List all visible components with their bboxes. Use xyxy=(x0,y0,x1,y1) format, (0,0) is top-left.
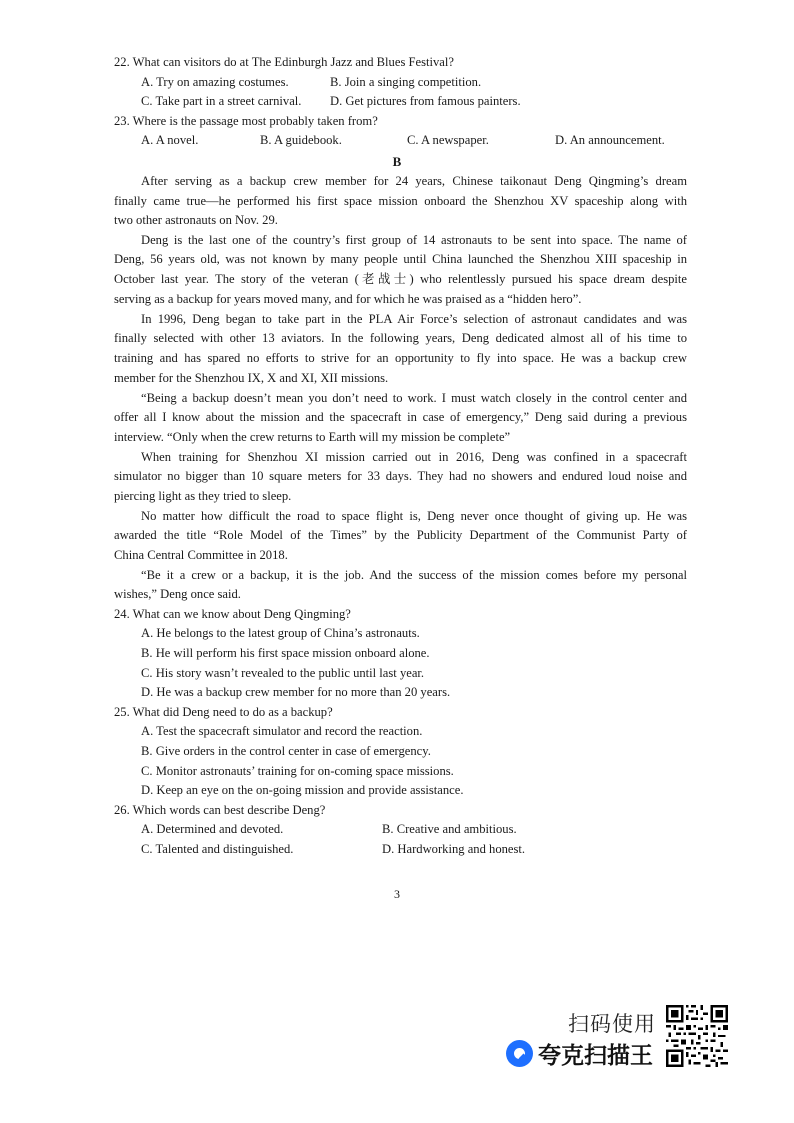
scanner-brand-label: 夸克扫描王 xyxy=(538,1043,653,1069)
question-26-stem: 26. Which words can best describe Deng? xyxy=(114,803,326,817)
question-25-option-b: B. Give orders in the control center in case of emergency. xyxy=(141,744,431,758)
quark-logo-icon xyxy=(506,1040,533,1067)
passage-p5-line3: piercing light as they tried to sleep. xyxy=(114,489,292,503)
question-26-option-b: B. Creative and ambitious. xyxy=(382,822,517,836)
question-26-option-a: A. Determined and devoted. xyxy=(141,822,284,836)
passage-p4-line3: interview. “Only when the crew returns to Earth will my mission be complete” xyxy=(114,430,511,444)
page-number: 3 xyxy=(394,887,400,901)
passage-p2-line2: Deng, 56 years old, was not known by many people until China launched the Shenzhou XIII spaceship in xyxy=(114,252,687,266)
question-24-option-c: C. His story wasn’t revealed to the public until last year. xyxy=(141,666,425,680)
scan-to-use-label: 扫码使用 xyxy=(568,1012,656,1036)
question-25-option-c: C. Monitor astronauts’ training for on-coming space missions. xyxy=(141,764,454,778)
section-b-title: B xyxy=(392,154,402,169)
question-22-stem: 22. What can visitors do at The Edinburgh Jazz and Blues Festival? xyxy=(114,55,454,69)
qr-code-icon[interactable] xyxy=(666,1005,728,1067)
passage-p1-line3: two other astronauts on Nov. 29. xyxy=(114,213,278,227)
question-25-option-a: A. Test the spacecraft simulator and record the reaction. xyxy=(141,724,423,738)
passage-p2-line3: October last year. The story of the veteran (老战士) who relentlessly pursued his space dream despite xyxy=(114,272,687,286)
question-26-option-d: D. Hardworking and honest. xyxy=(382,842,526,856)
question-23-option-d: D. An announcement. xyxy=(555,133,665,147)
question-25-stem: 25. What did Deng need to do as a backup? xyxy=(114,705,333,719)
question-22-option-c: C. Take part in a street carnival. xyxy=(141,94,302,108)
passage-p3-line3: training and has spared no efforts to strive for an opportunity to fly into space. He was a backup crew xyxy=(114,351,687,365)
question-26-option-c: C. Talented and distinguished. xyxy=(141,842,294,856)
question-25-option-d: D. Keep an eye on the on-going mission and provide assistance. xyxy=(141,783,464,797)
question-24-stem: 24. What can we know about Deng Qingming? xyxy=(114,607,351,621)
question-23-option-c: C. A newspaper. xyxy=(407,133,489,147)
question-23-option-a: A. A novel. xyxy=(141,133,199,147)
passage-p1-line2: finally came true—he performed his first space mission onboard the Shenzhou XV spaceship along with xyxy=(114,194,687,208)
passage-p6-line2: awarded the title “Role Model of the Times” by the Publicity Department of the Communist Party of xyxy=(114,528,687,542)
passage-p6-line3: China Central Committee in 2018. xyxy=(114,548,288,562)
question-23-stem: 23. Where is the passage most probably taken from? xyxy=(114,114,378,128)
passage-p3-line2: finally selected with other 13 aviators. In the following years, Deng dedicated almost all of his time to xyxy=(114,331,687,345)
passage-p6-line1: No matter how difficult the road to space flight is, Deng never once thought of giving up. He was xyxy=(141,509,687,523)
question-23-option-b: B. A guidebook. xyxy=(260,133,342,147)
passage-p2-line1: Deng is the last one of the country’s first group of 14 astronauts to be sent into space. The name of xyxy=(141,233,687,247)
passage-p3-line1: In 1996, Deng began to take part in the PLA Air Force’s selection of astronaut candidates and was xyxy=(141,312,687,326)
passage-p1-line1: After serving as a backup crew member for 24 years, Chinese taikonaut Deng Qingming’s dream xyxy=(141,174,687,188)
passage-p7-line1: “Be it a crew or a backup, it is the job. And the success of the mission comes before my personal xyxy=(141,568,687,582)
passage-p2-line4: serving as a backup for years moved many, and for which he was praised as a “hidden hero”. xyxy=(114,292,582,306)
passage-p3-line4: member for the Shenzhou IX, X and XI, XII missions. xyxy=(114,371,389,385)
passage-p5-line1: When training for Shenzhou XI mission carried out in 2016, Deng was confined in a spacecraft xyxy=(141,450,687,464)
passage-p4-line1: “Being a backup doesn’t mean you don’t need to work. I must watch closely in the control center and xyxy=(141,391,687,405)
question-22-option-d: D. Get pictures from famous painters. xyxy=(330,94,521,108)
question-22-option-b: B. Join a singing competition. xyxy=(330,75,482,89)
question-24-option-d: D. He was a backup crew member for no more than 20 years. xyxy=(141,685,451,699)
passage-p4-line2: offer all I know about the mission and the spacecraft in case of emergency,” Deng said during a previous xyxy=(114,410,687,424)
question-24-option-a: A. He belongs to the latest group of China’s astronauts. xyxy=(141,626,420,640)
passage-p5-line2: simulator no bigger than 10 square meters for 33 days. They had no showers and endured loud noise and xyxy=(114,469,687,483)
question-22-option-a: A. Try on amazing costumes. xyxy=(141,75,289,89)
question-24-option-b: B. He will perform his first space mission onboard alone. xyxy=(141,646,430,660)
passage-p7-line2: wishes,” Deng once said. xyxy=(114,587,241,601)
